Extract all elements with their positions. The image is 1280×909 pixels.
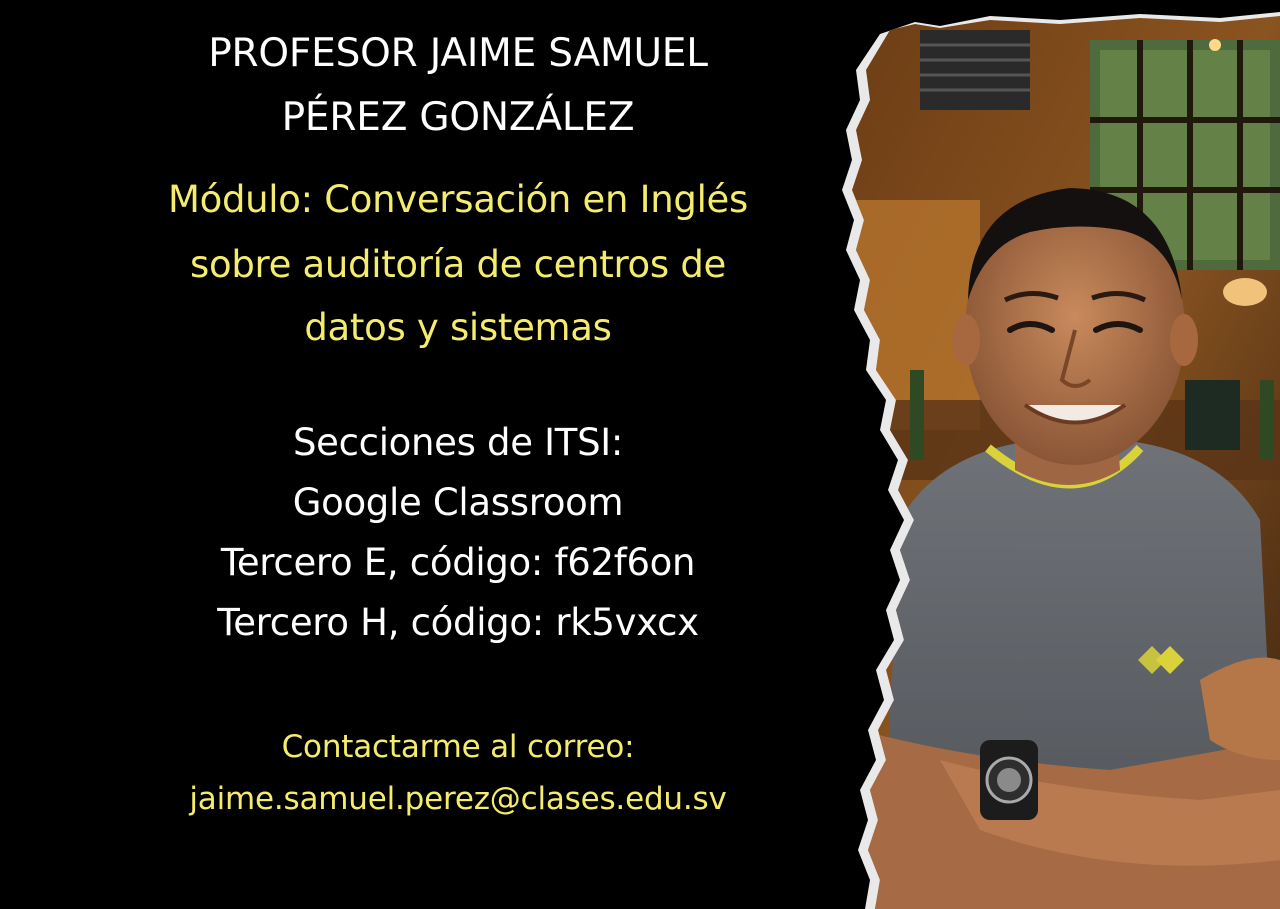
professor-photo (820, 0, 1280, 909)
tercero-e-code: Tercero E, código: f62f6on (220, 541, 696, 584)
professor-name-line-1: PROFESOR JAIME SAMUEL (208, 31, 708, 76)
sections-heading: Secciones de ITSI: (292, 421, 624, 464)
module-line-2: sobre auditoría de centros de (190, 243, 726, 286)
contact-email: jaime.samuel.perez@clases.edu.sv (189, 781, 727, 817)
contact-label: Contactarme al correo: (281, 729, 635, 765)
tercero-h-code: Tercero H, código: rk5vxcx (217, 601, 699, 644)
classroom-platform: Google Classroom (292, 481, 624, 524)
module-line-1: Módulo: Conversación en Inglés (167, 178, 748, 221)
photo-scene (820, 0, 1280, 909)
module-line-3: datos y sistemas (304, 306, 612, 349)
professor-name-line-2: PÉREZ GONZÁLEZ (281, 95, 635, 140)
